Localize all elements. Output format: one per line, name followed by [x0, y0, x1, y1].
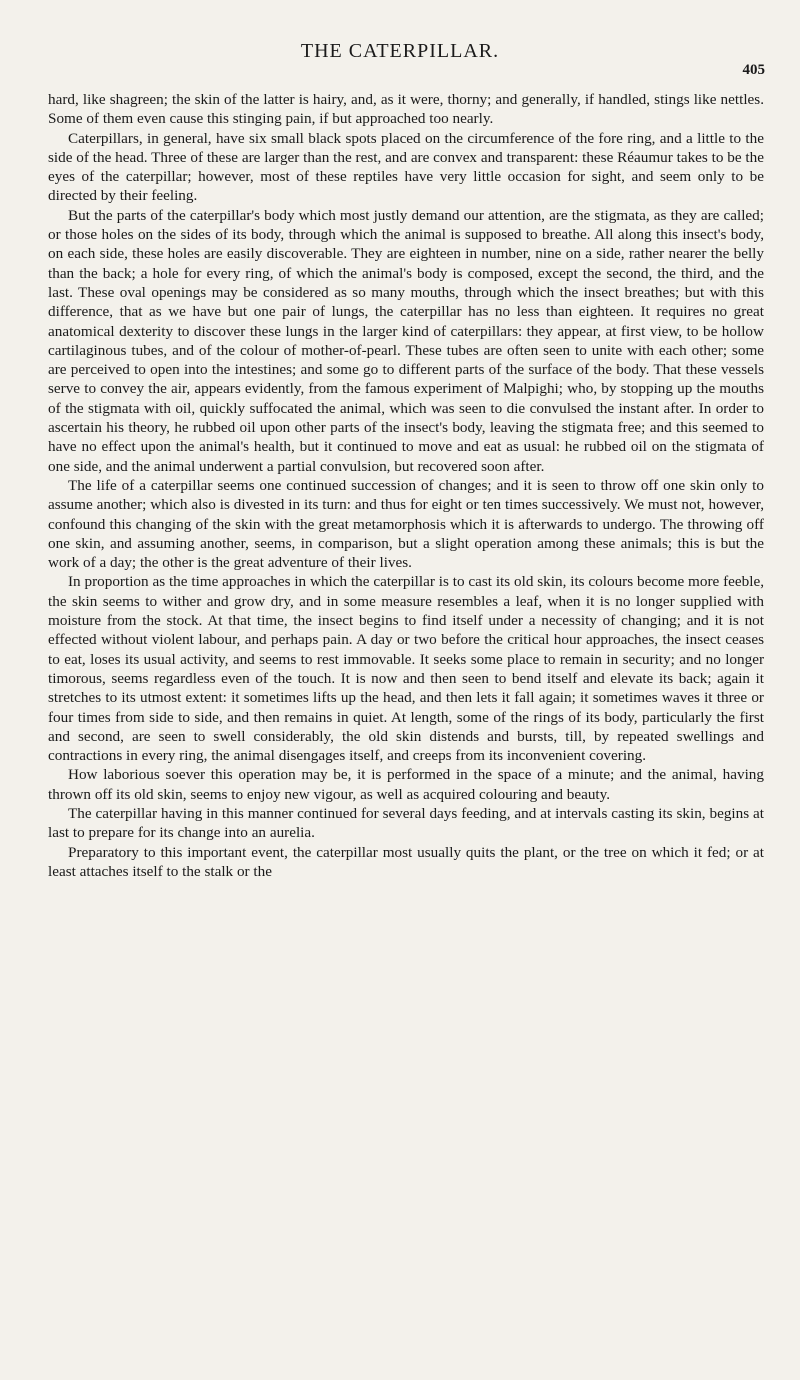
paragraph: In proportion as the time approaches in which the caterpillar is to cast its old skin, its colours become more feeble, the skin seems to wither and grow dry, and in some measure resembles a leaf, when it is no longer supplied with moisture from the stock. At that time, the insect begins to find itself under a necessity of changing; and it is not effected without violent labour, and perhaps pain. A day or two before the critical hour approaches, the insect ceases to eat, loses its usual activity, and seems to rest immovable. It seeks some place to remain in security; and no longer timorous, seems regardless even of the touch. It is now and then seen to bend itself and elevate its back; again it stretches to its utmost extent: it sometimes lifts up the head, and then lets it fall again; it sometimes waves it three or four times from side to side, and then remains in quiet. At length, some of the rings of its body, particularly the first and second, are seen to swell considerably, the old skin distends and bursts, till, by repeated swellings and contractions in every ring, the animal disengages itself, and creeps from its inconvenient covering.	[48, 573, 764, 765]
paragraph: hard, like shagreen; the skin of the latter is hairy, and, as it were, thorny; and generally, if handled, stings like nettles. Some of them even cause this stinging pain, if but approached too nearly.	[48, 91, 764, 128]
page-number: 405	[742, 62, 765, 78]
running-title: THE CATERPILLAR.	[300, 40, 500, 62]
paragraph: How laborious soever this operation may be, it is performed in the space of a minute; and the animal, having thrown off its old skin, seems to enjoy new vigour, as well as acquired colouring and beauty.	[48, 766, 764, 803]
paragraph: The caterpillar having in this manner continued for several days feeding, and at intervals casting its skin, begins at last to prepare for its change into an aurelia.	[48, 804, 764, 842]
paragraph: But the parts of the caterpillar's body which most justly demand our attention, are the stigmata, as they are called; or those holes on the sides of its body, through which the animal is supposed to breathe. All along this insect's body, on each side, these holes are easily discoverable. They are eighteen in number, nine on a side, rather nearer the belly than the back; a hole for every ring, of which the animal's body is composed, except the second, the third, and the last. These oval openings may be considered as so many mouths, through which the insect breathes; but with this difference, that as we have but one pair of lungs, the caterpillar has no less than eighteen. It requires no great anatomical dexterity to discover these lungs in the larger kind of caterpillars: they appear, at first view, to be hollow cartilaginous tubes, and of the colour of mother-of-pearl. These tubes are often seen to unite with each other; some are perceived to open into the intestines; and some go to different parts of the surface of the body. That these vessels serve to convey the air, appears evidently, from the famous experiment of Malpighi; who, by stopping up the mouths of the stigmata with oil, quickly suffocated the animal, which was seen to die convulsed the instant after. In order to ascertain his theory, he rubbed oil upon other parts of the insect's body, leaving the stigmata free; and this seemed to have no effect upon the animal's health, but it continued to move and eat as usual: he rubbed oil on the stigmata of one side, and the animal underwent a partial convulsion, but recovered soon after.	[48, 206, 764, 475]
body-text	[48, 90, 764, 881]
paragraph: Caterpillars, in general, have six small black spots placed on the circumference of the fore ring, and a little to the side of the head. Three of these are larger than the rest, and are convex and transparent: these Réaumur takes to be the eyes of the caterpillar; however, most of these reptiles have very little occasion for sight, and seem only to be directed by their feeling.	[48, 129, 764, 205]
paragraph: The life of a caterpillar seems one continued succession of changes; and it is seen to throw off one skin only to assume another; which also is divested in its turn: and thus for eight or ten times successively. We must not, however, confound this changing of the skin with the great metamorphosis which it is afterwards to undergo. The throwing off one skin, and assuming another, seems, in comparison, but a slight operation among these animals; this is but the work of a day; the other is the great adventure of their lives.	[48, 476, 764, 572]
paragraph: Preparatory to this important event, the caterpillar most usually quits the plant, or the tree on which it fed; or at least attaches itself to the stalk or the	[48, 843, 764, 880]
